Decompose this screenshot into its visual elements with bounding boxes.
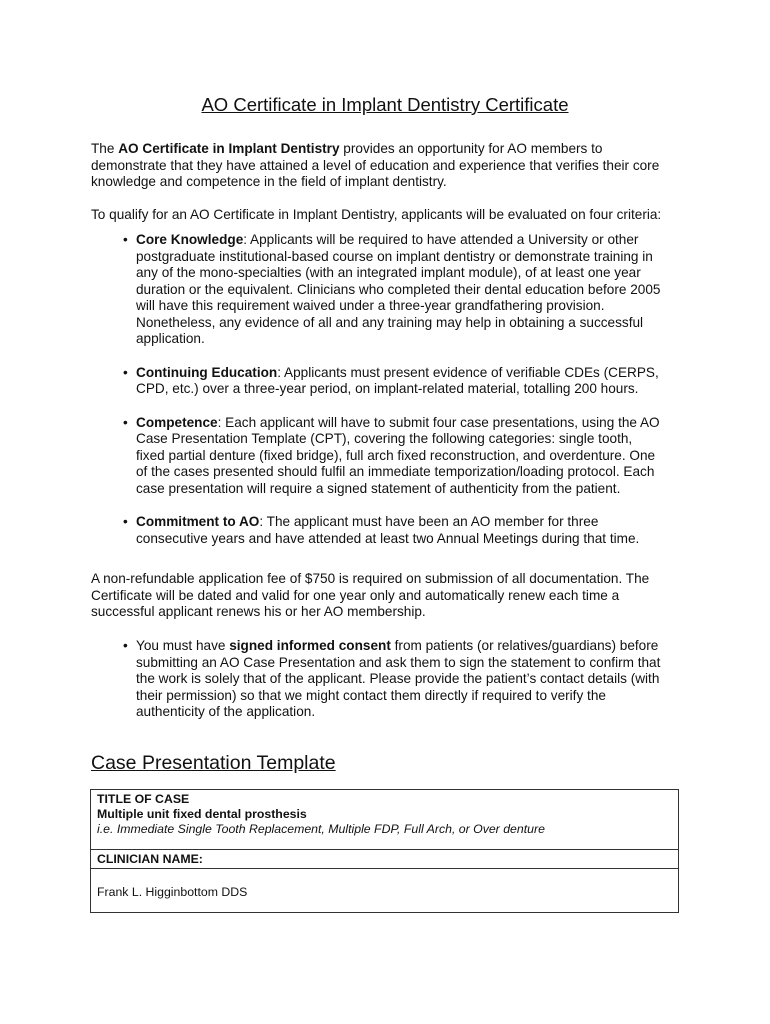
criterion-line: Nonetheless, any evidence of all and any training may help in obtaining a successful: [136, 314, 644, 330]
bullet-icon: •: [123, 414, 128, 430]
criterion-line: CPD, etc.) over a three-year period, on implant-related material, totalling 200 hours.: [136, 381, 639, 396]
criterion-line: any of the mono-specialties (with an integrated implant module), of at least one year: [136, 265, 641, 280]
criterion-line: : Applicants will be required to have attended a University or other: [243, 232, 639, 247]
criterion-commitment: [123, 514, 683, 547]
fee-line: successful applicant renews his or her AO membership.: [91, 604, 426, 619]
criterion-line: postgraduate institutional-based course on implant dentistry or demonstrate training in: [136, 248, 653, 264]
intro-paragraph: [91, 141, 691, 191]
page-title: AO Certificate in Implant Dentistry Certificate: [201, 94, 569, 115]
criterion-line: Case Presentation Template (CPT), covering the following categories: single tooth,: [136, 431, 633, 446]
consent-list: [123, 638, 683, 721]
consent-line: submitting an AO Case Presentation and ask them to sign the statement to confirm that: [136, 654, 661, 670]
consent-line: authenticity of the application.: [136, 704, 316, 719]
bullet-icon: •: [123, 514, 128, 529]
qualify-paragraph: To qualify for an AO Certificate in Implant Dentistry, applicants will be evaluated on four criteria:: [91, 207, 662, 222]
criterion-line: of the cases presented should fulfil an immediate temporization/loading protocol. Each: [136, 464, 655, 479]
fee-line: Certificate will be dated and valid for one year only and automatically renew each time a: [91, 587, 620, 603]
fee-line: A non-refundable application fee of $750 is required on submission of all documentation. The: [91, 571, 650, 586]
clinician-name-label: CLINICIAN NAME:: [97, 852, 203, 866]
criterion-label: Commitment to AO: [136, 514, 260, 529]
criterion-line: : The applicant must have been an AO member for three: [259, 514, 599, 529]
criterion-line: consecutive years and have attended at least two Annual Meetings during that time.: [136, 530, 640, 546]
clinician-name-value[interactable]: Frank L. Higginbottom DDS: [97, 885, 248, 899]
title-of-case-value[interactable]: Multiple unit fixed dental prosthesis: [97, 807, 307, 821]
bullet-icon: •: [123, 232, 128, 247]
criterion-line: will have this requirement waived under a three-year grandfathering provision.: [136, 298, 605, 313]
criterion-continuing-education: [123, 365, 683, 398]
criterion-label: Competence: [136, 414, 218, 430]
bullet-icon: •: [123, 638, 128, 653]
fee-paragraph: [91, 571, 691, 621]
clinician-name-header-row: [91, 850, 678, 869]
intro-line1-rest: provides an opportunity for AO members to: [339, 141, 603, 156]
title-of-case-row: [91, 790, 678, 850]
consent-bold: signed informed consent: [229, 638, 391, 653]
bullet-icon: •: [123, 364, 128, 380]
clinician-name-row: [91, 869, 678, 912]
criterion-line: fixed partial denture (fixed bridge), full arch fixed reconstruction, and overdenture. One: [136, 447, 656, 463]
intro-prefix: The: [91, 141, 119, 156]
intro-bold: AO Certificate in Implant Dentistry: [118, 141, 340, 156]
criterion-competence: [123, 415, 683, 498]
title-of-case-hint: i.e. Immediate Single Tooth Replacement, Multiple FDP, Full Arch, or Over denture: [97, 822, 545, 836]
criterion-core-knowledge: [123, 232, 683, 348]
consent-line: their permission) so that we might contact them directly if required to verify the: [136, 687, 606, 703]
criteria-list: [123, 232, 683, 547]
criterion-line: : Applicants must present evidence of verifiable CDEs (CERPS,: [277, 364, 659, 380]
intro-line2: demonstrate that they have attained a level of education and experience that verifies their core: [91, 157, 660, 173]
criterion-label: Core Knowledge: [136, 232, 244, 247]
consent-line: the work is solely that of the applicant. Please provide the patient’s contact details (with: [136, 671, 660, 686]
intro-line3: knowledge and competence in the field of implant dentistry.: [91, 174, 447, 189]
case-presentation-table: [90, 789, 679, 913]
consent-prefix: You must have: [136, 638, 230, 653]
criterion-line: case presentation will require a signed statement of authenticity from the patient.: [136, 480, 621, 496]
consent-item: [123, 638, 683, 721]
criterion-line: duration or the equivalent. Clinicians who completed their dental education before 2005: [136, 281, 661, 297]
criterion-line: application.: [136, 331, 205, 346]
title-of-case-label: TITLE OF CASE: [97, 792, 190, 806]
case-heading: Case Presentation Template: [91, 752, 336, 774]
criterion-line: : Each applicant will have to submit four case presentations, using the AO: [217, 414, 660, 430]
consent-line1-rest: from patients (or relatives/guardians) before: [390, 638, 659, 653]
criterion-label: Continuing Education: [136, 364, 278, 380]
